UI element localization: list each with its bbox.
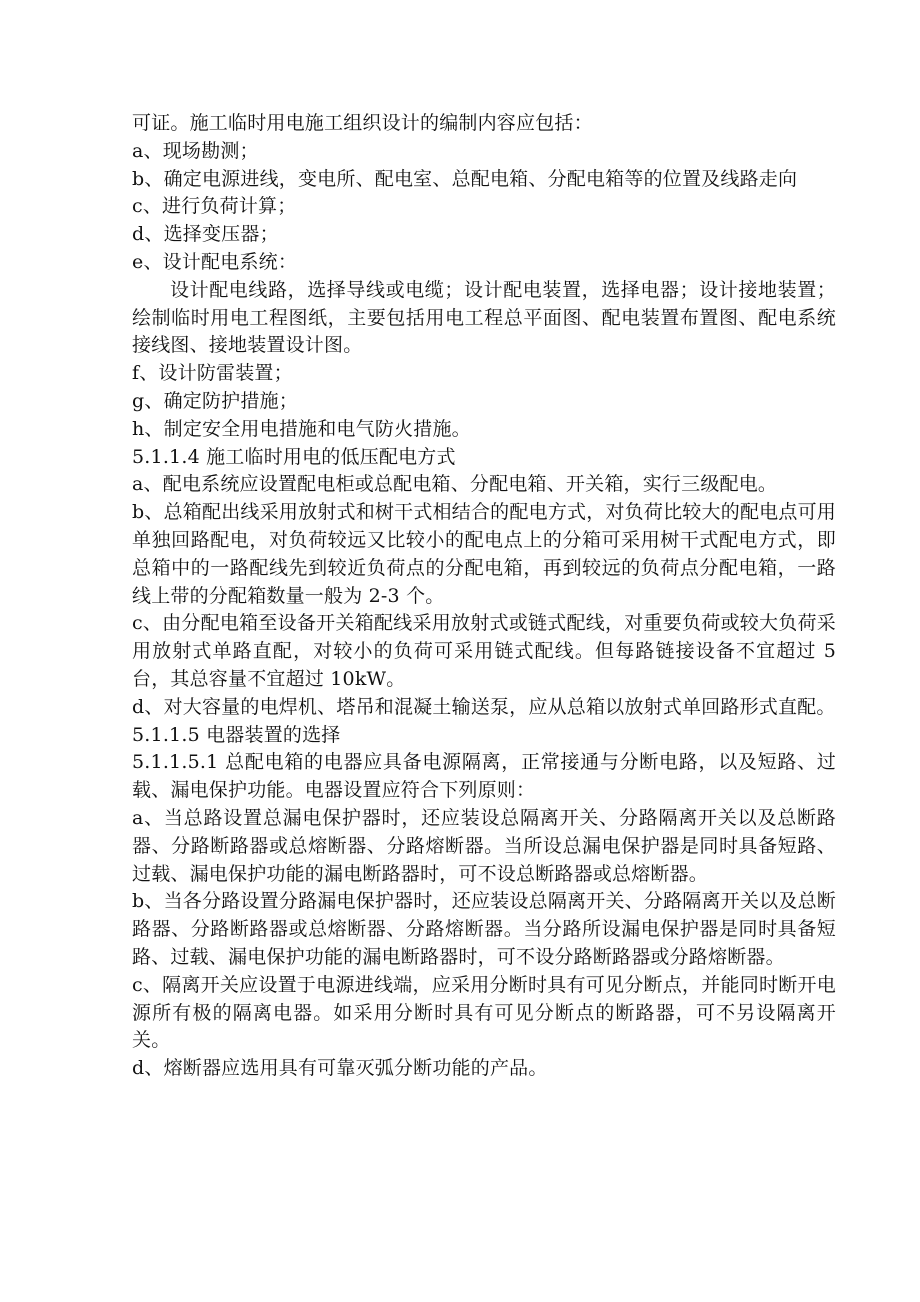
document-body	[132, 110, 836, 1083]
list-item-b-power-source: b、确定电源进线，变电所、配电室、总配电箱、分配电箱等的位置及线路走向	[132, 167, 798, 190]
list-item-a-survey: a、现场勘测；	[132, 139, 259, 162]
list-item-f-lightning: f、设计防雷装置；	[132, 362, 293, 385]
list-item-e-distribution-system: e、设计配电系统：	[132, 250, 298, 273]
list-item-c-isolation-switch: c、隔离开关应设置于电源进线端，应采用分断时具有可见分断点，并能同时断开电源所有极的隔离电器。如采用分断时具有可见分断点的断路器，可不另设隔离开关。	[132, 973, 836, 1052]
list-item-c-load-calc: c、进行负荷计算；	[132, 195, 297, 218]
list-item-d-fuse: d、熔断器应选用具有可靠灭弧分断功能的产品。	[132, 1057, 548, 1080]
list-item-b-branch-leakage: b、当各分路设置分路漏电保护器时，还应装设总隔离开关、分路隔离开关以及总断路器、分路断路器或总熔断器、分路熔断器。当分路所设漏电保护器是同时具备短路、过载、漏电保护功能的漏电断路器时，可不设分路断路器或分路熔断器。	[132, 890, 836, 968]
list-item-a-main-leakage: a、当总路设置总漏电保护器时，还应装设总隔离开关、分路隔离开关以及总断路器、分路断路器或总熔断器、分路熔断器。当所设总漏电保护器是同时具备短路、过载、漏电保护功能的漏电断路器时，可不设总断路器或总熔断器。	[132, 806, 836, 885]
section-heading-5-1-1-5: 5.1.1.5 电器装置的选择	[132, 723, 341, 746]
list-item-b-main-box-outlet: b、总箱配出线采用放射式和树干式相结合的配电方式，对负荷比较大的配电点可用单独回路配电，对负荷较远又比较小的配电点上的分箱可采用树干式配电方式，即总箱中的一路配线先到较近负荷点的分配电箱，再到较远的负荷点分配电箱，一路线上带的分配箱数量一般为 2-3 个。	[132, 501, 836, 607]
list-item-d-transformer: d、选择变压器；	[132, 223, 279, 246]
section-heading-5-1-1-4: 5.1.1.4 施工临时用电的低压配电方式	[132, 445, 456, 468]
list-item-c-branch-wiring: c、由分配电箱至设备开关箱配线采用放射式或链式配线，对重要负荷或较大负荷采用放射式单路直配，对较小的负荷可采用链式配线。但每路链接设备不宜超过 5 台，其总容量不宜超过 10kW。	[132, 612, 836, 690]
list-item-g-protection: g、确定防护措施；	[132, 389, 298, 412]
list-item-h-safety: h、制定安全用电措施和电气防火措施。	[132, 417, 471, 440]
section-heading-5-1-1-5-1: 5.1.1.5.1 总配电箱的电器应具备电源隔离，正常接通与分断电路，以及短路、过载、漏电保护功能。电器设置应符合下列原则：	[132, 751, 836, 802]
list-item-d-large-equipment: d、对大容量的电焊机、塔吊和混凝土输送泵，应从总箱以放射式单回路形式直配。	[132, 695, 836, 718]
paragraph-distribution-design: 设计配电线路，选择导线或电缆；设计配电装置，选择电器；设计接地装置；绘制临时用电工程图纸，主要包括用电工程总平面图、配电装置布置图、配电系统接线图、接地装置设计图。	[132, 278, 836, 357]
paragraph-intro: 可证。施工临时用电施工组织设计的编制内容应包括：	[132, 112, 593, 134]
list-item-a-three-level: a、配电系统应设置配电柜或总配电箱、分配电箱、开关箱，实行三级配电。	[132, 473, 778, 496]
